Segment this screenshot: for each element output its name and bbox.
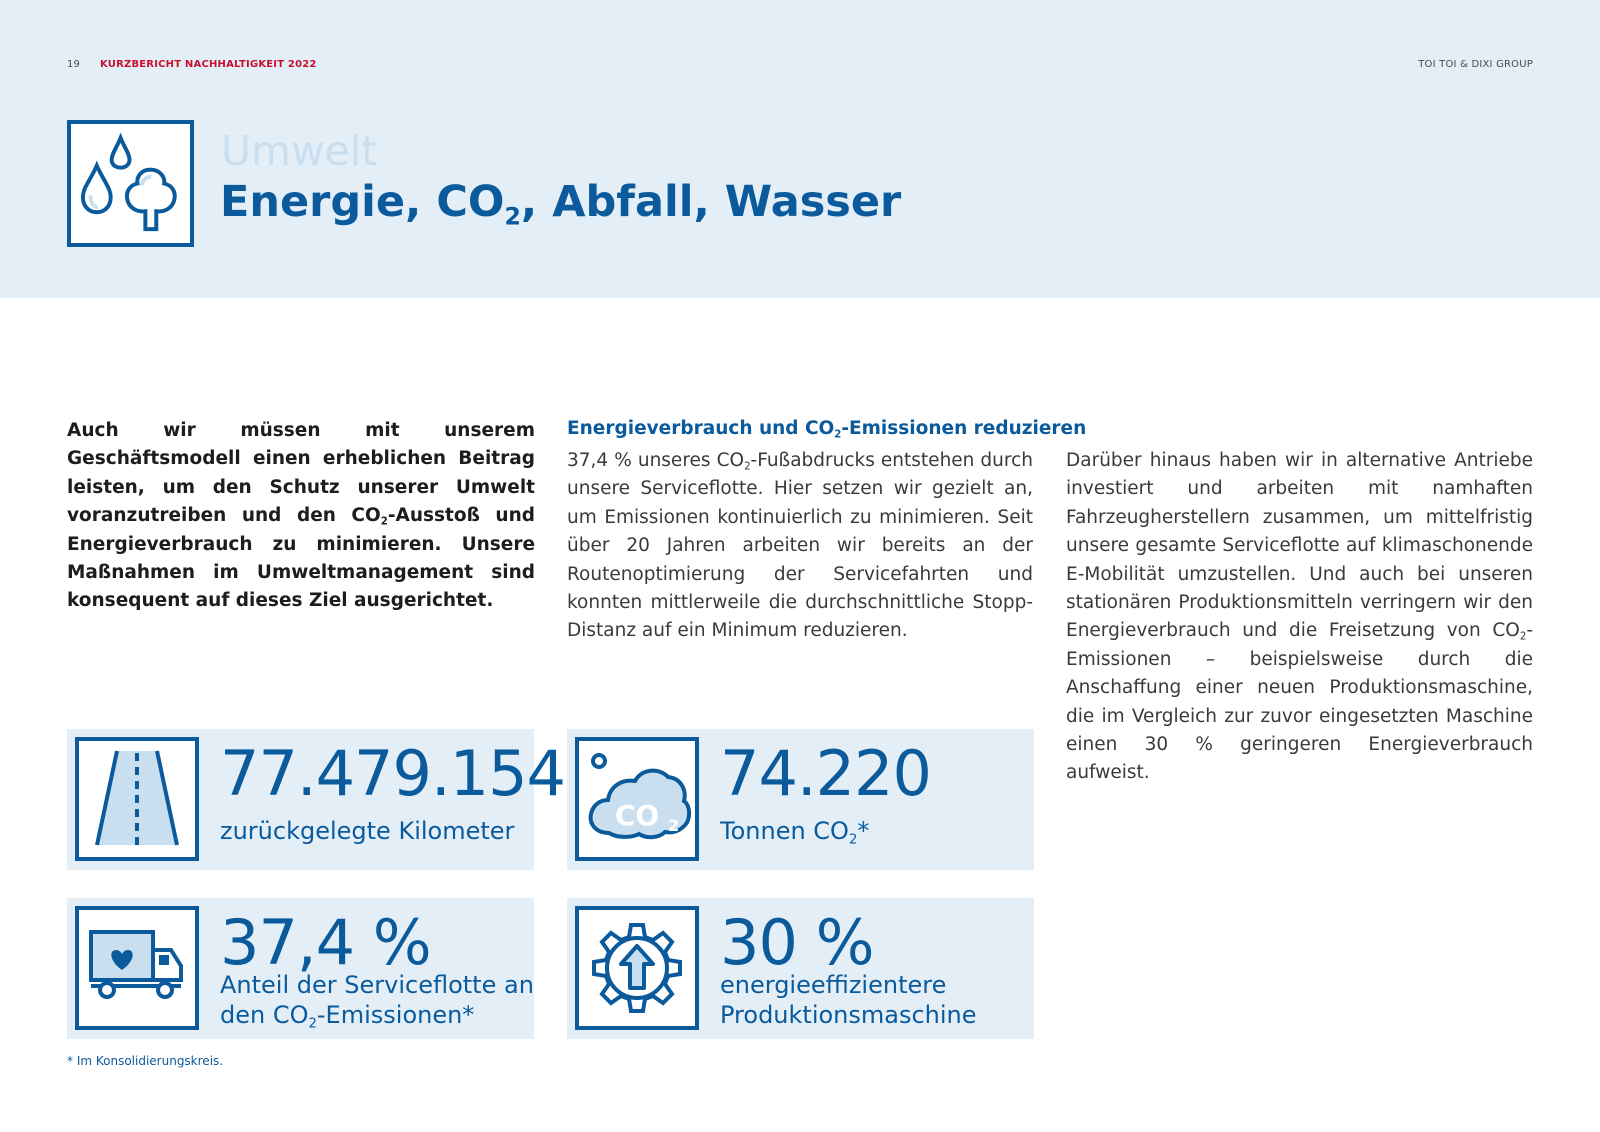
stat-kilometers (67, 729, 565, 870)
intro-paragraph: Auch wir müssen mit unserem Geschäftsmodell einen erheblichen Beitrag leisten, um den Schutz unserer Umwelt voranzutreiben und den $CO_2$-Ausstoß und Energieverbrauch zu minimieren. Unsere Maßnahmen im Umweltmanagement sind konsequent auf dieses Ziel ausgerichtet. (67, 420, 535, 612)
stat-value: 30 % (720, 906, 874, 979)
svg-text:CO: CO (614, 799, 660, 832)
stat-value: 37,4 % (220, 906, 431, 979)
co2-cloud-icon (575, 737, 699, 861)
column-heading: Energieverbrauch und $CO_2$-Emissionen reduzieren (567, 418, 1087, 441)
middle-column-text: 37,4 % unseres $CO_2$-Fußabdrucks entstehen durch unsere Serviceflotte. Hier setzen wir gezielt an, um Emissionen kontinuierlich zu minimieren. Seit über 20 Jahren arbeiten wir bereits an der Routenoptimierung der Servicefahrten und konnten mittlerweile die durchschnittliche Stopp-Distanz auf ein Minimum reduzieren. (567, 450, 1033, 642)
right-column-text: Darüber hinaus haben wir in alternative Antriebe investiert und arbeiten mit namhaften Fahrzeugherstellern zusammen, um mittelfristig unsere gesamte Serviceflotte auf klimaschonende E-Mobilität umzustellen. Und auch bei unseren stationären Produktionsmitteln verringern wir den Energieverbrauch und die Freisetzung von $CO_2$-Emissionen – beispielsweise durch die Anschaffung einer neuen Produktionsmaschine, die im Vergleich zur zuvor eingesetzten Maschine einen 30 % geringeren Energieverbrauch aufweist. (1066, 450, 1533, 784)
section-label: Umwelt (221, 127, 378, 175)
stat-value: 77.479.154 (220, 737, 565, 810)
road-icon (75, 737, 199, 861)
delivery-truck-icon (75, 906, 199, 1030)
gear-arrow-up-icon (575, 906, 699, 1030)
stat-co2-tonnes (567, 729, 1034, 870)
stat-fleet-share (67, 898, 534, 1039)
stat-label: energieeffizientere Produktionsmaschine (720, 971, 977, 1029)
svg-text:2: 2 (668, 816, 680, 835)
water-drops-and-tree-icon (67, 120, 194, 247)
page-number: 19 (67, 59, 81, 70)
stat-label: Anteil der Serviceflotte an den $CO_2-Emissionen*$ (220, 971, 534, 1032)
company-name: TOI TOI & DIXI GROUP (1418, 59, 1533, 70)
stat-energy-efficiency (567, 898, 1034, 1039)
stat-label: zurückgelegte Kilometer (220, 817, 515, 845)
stat-label: Tonnen $CO_2*$ (720, 817, 870, 848)
page-title: Energie, $CO_2$, Abfall, Wasser (220, 177, 902, 231)
footnote: * Im Konsolidierungskreis. (67, 1054, 224, 1068)
report-title: KURZBERICHT NACHHALTIGKEIT 2022 (100, 59, 317, 70)
stat-value: 74.220 (720, 737, 931, 810)
